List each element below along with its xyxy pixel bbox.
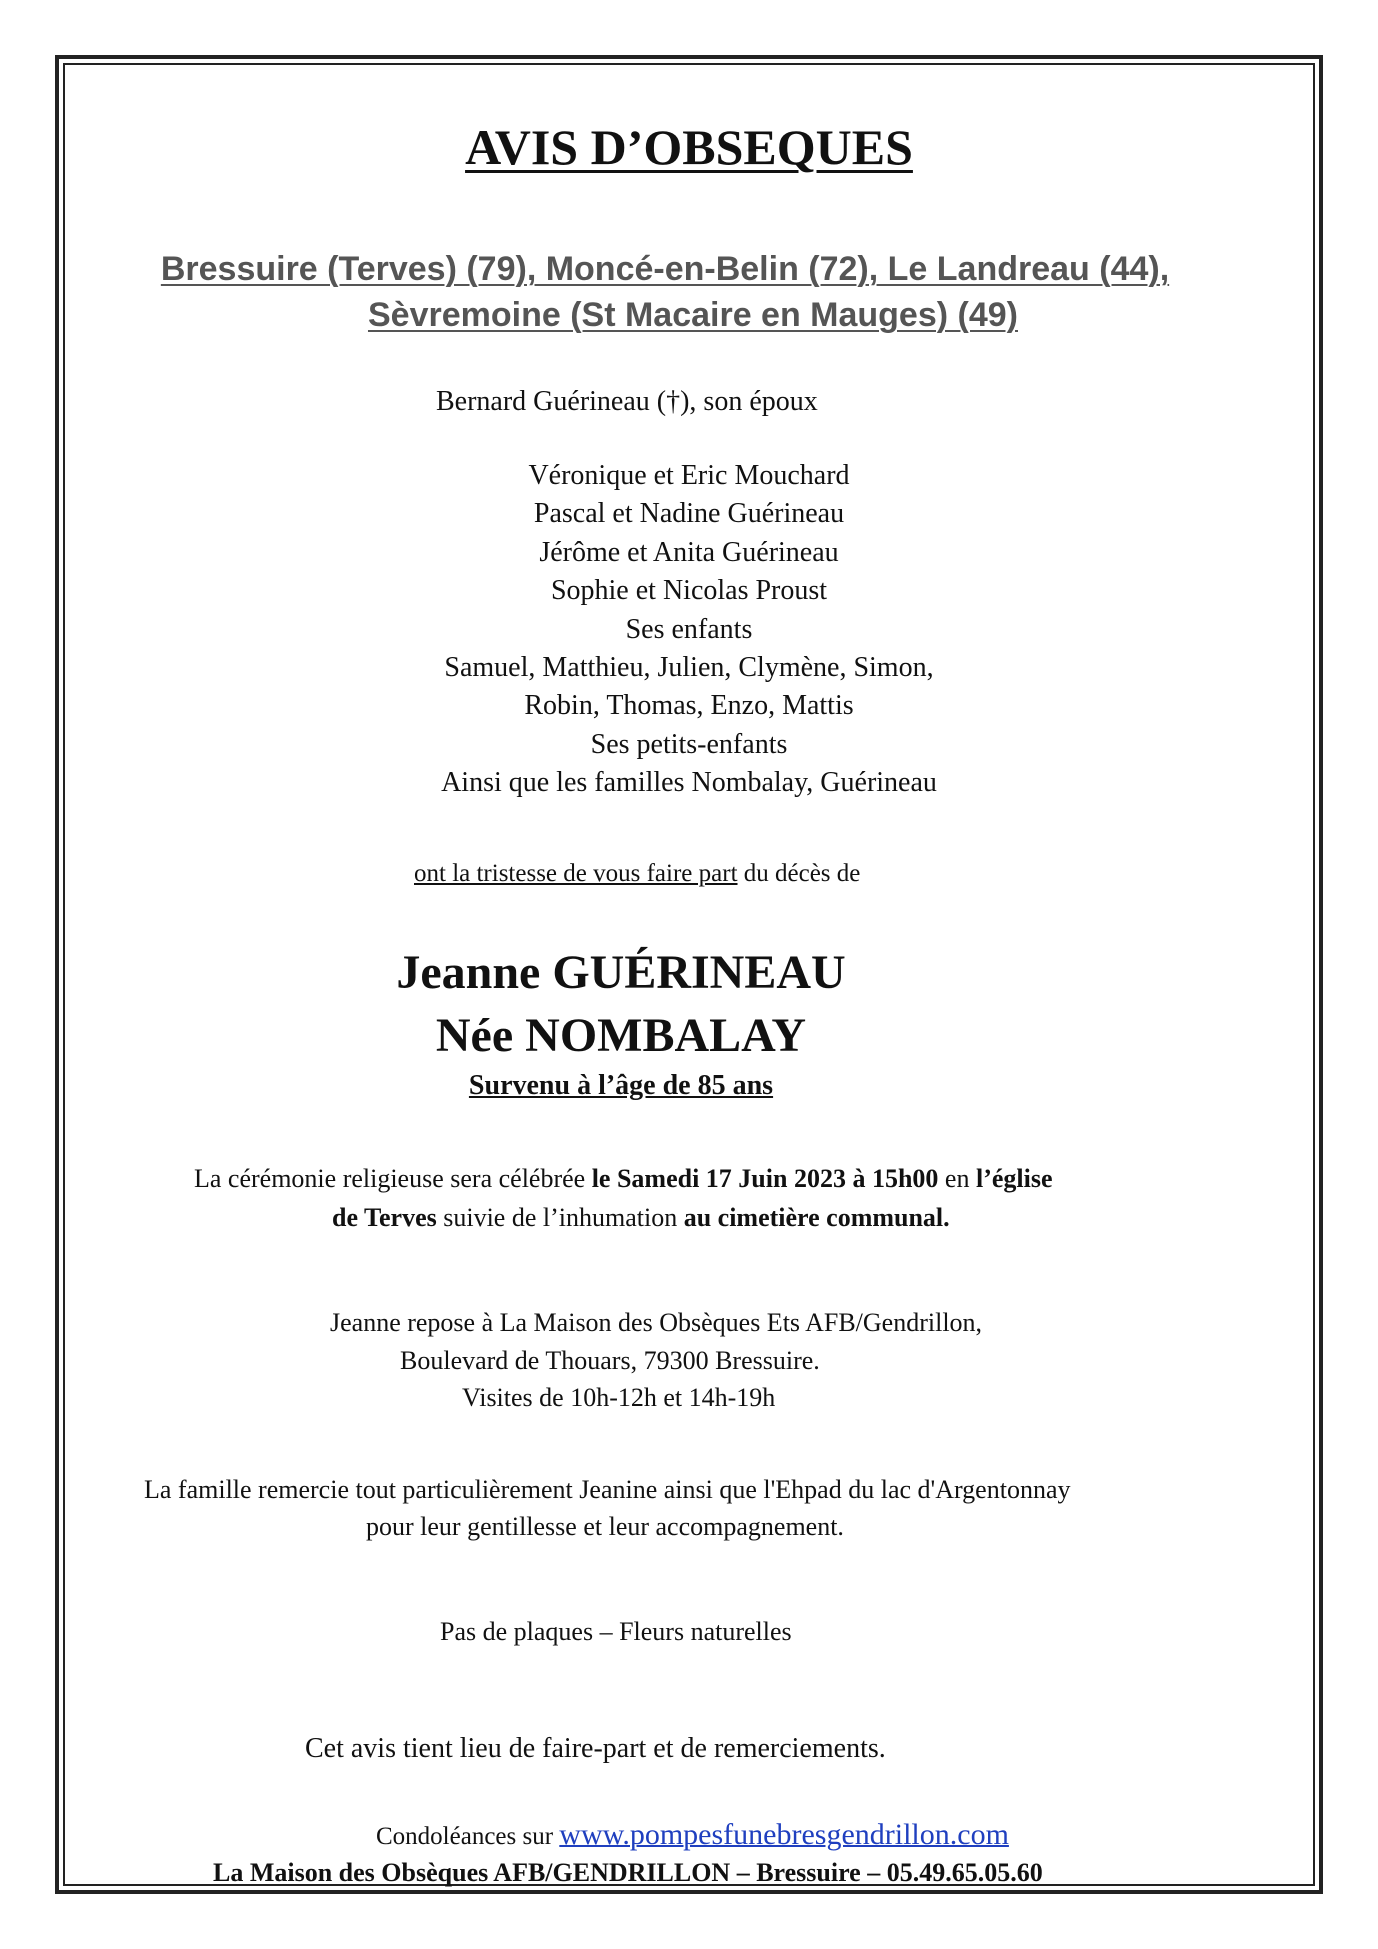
ceremony-text: en	[938, 1164, 976, 1193]
families-line: Ainsi que les familles Nombalay, Guérineau	[441, 767, 937, 798]
condolences-link[interactable]: www.pompesfunebresgendrillon.com	[559, 1818, 1009, 1851]
locations-line-1: Bressuire (Terves) (79), Moncé-en-Belin (72), Le Landreau (44),	[160, 250, 1170, 288]
grandchildren-line: Robin, Thomas, Enzo, Mattis	[524, 690, 854, 721]
page-title: AVIS D’OBSEQUES	[465, 119, 913, 175]
ceremony-line-2	[332, 1203, 950, 1233]
ceremony-date: le Samedi 17 Juin 2023 à 15h00	[591, 1164, 939, 1193]
deceased-name: Jeanne GUÉRINEAU	[396, 946, 846, 999]
flowers-line: Pas de plaques – Fleurs naturelles	[440, 1617, 792, 1646]
grandchildren-label: Ses petits-enfants	[590, 729, 788, 760]
child-line: Jérôme et Anita Guérineau	[539, 537, 839, 568]
rest-line: Boulevard de Thouars, 79300 Bressuire.	[400, 1346, 820, 1375]
notice-line: Cet avis tient lieu de faire-part et de remerciements.	[305, 1733, 886, 1764]
child-line: Sophie et Nicolas Proust	[550, 575, 828, 606]
rest-line: Jeanne repose à La Maison des Obsèques Ets AFB/Gendrillon,	[330, 1308, 983, 1337]
grandchildren-line: Samuel, Matthieu, Julien, Clymène, Simon,	[444, 652, 934, 683]
children-label: Ses enfants	[625, 614, 753, 645]
burial-place: au cimetière communal.	[683, 1203, 950, 1232]
spouse-line: Bernard Guérineau (†), son époux	[436, 386, 818, 417]
announcement-line	[414, 860, 860, 888]
child-line: Véronique et Eric Mouchard	[528, 460, 850, 491]
ceremony-line-1	[194, 1164, 1053, 1194]
condolences-line	[376, 1818, 1009, 1852]
footer-contact: La Maison des Obsèques AFB/GENDRILLON – Bressuire – 05.49.65.05.60	[213, 1858, 1043, 1887]
announcement-underlined: ont la tristesse de vous faire part	[414, 860, 738, 887]
child-line: Pascal et Nadine Guérineau	[533, 498, 845, 529]
deceased-age: Survenu à l’âge de 85 ans	[468, 1070, 774, 1101]
thanks-line: La famille remercie tout particulièrement Jeanine ainsi que l'Ehpad du lac d'Argentonnay	[144, 1475, 1071, 1504]
announcement-rest: du décès de	[737, 860, 861, 887]
ceremony-text: suivie de l’inhumation	[436, 1203, 684, 1232]
locations-line-2: Sèvremoine (St Macaire en Mauges) (49)	[367, 296, 1018, 334]
ceremony-text: La cérémonie religieuse sera célébrée	[194, 1164, 592, 1193]
ceremony-place: de Terves	[332, 1203, 437, 1232]
thanks-line: pour leur gentillesse et leur accompagnement.	[366, 1512, 844, 1541]
condolences-label: Condoléances sur	[376, 1823, 560, 1850]
ceremony-place: l’église	[975, 1164, 1053, 1193]
deceased-maiden-name: Née NOMBALAY	[435, 1009, 807, 1062]
visits-line: Visites de 10h-12h et 14h-19h	[462, 1383, 776, 1412]
